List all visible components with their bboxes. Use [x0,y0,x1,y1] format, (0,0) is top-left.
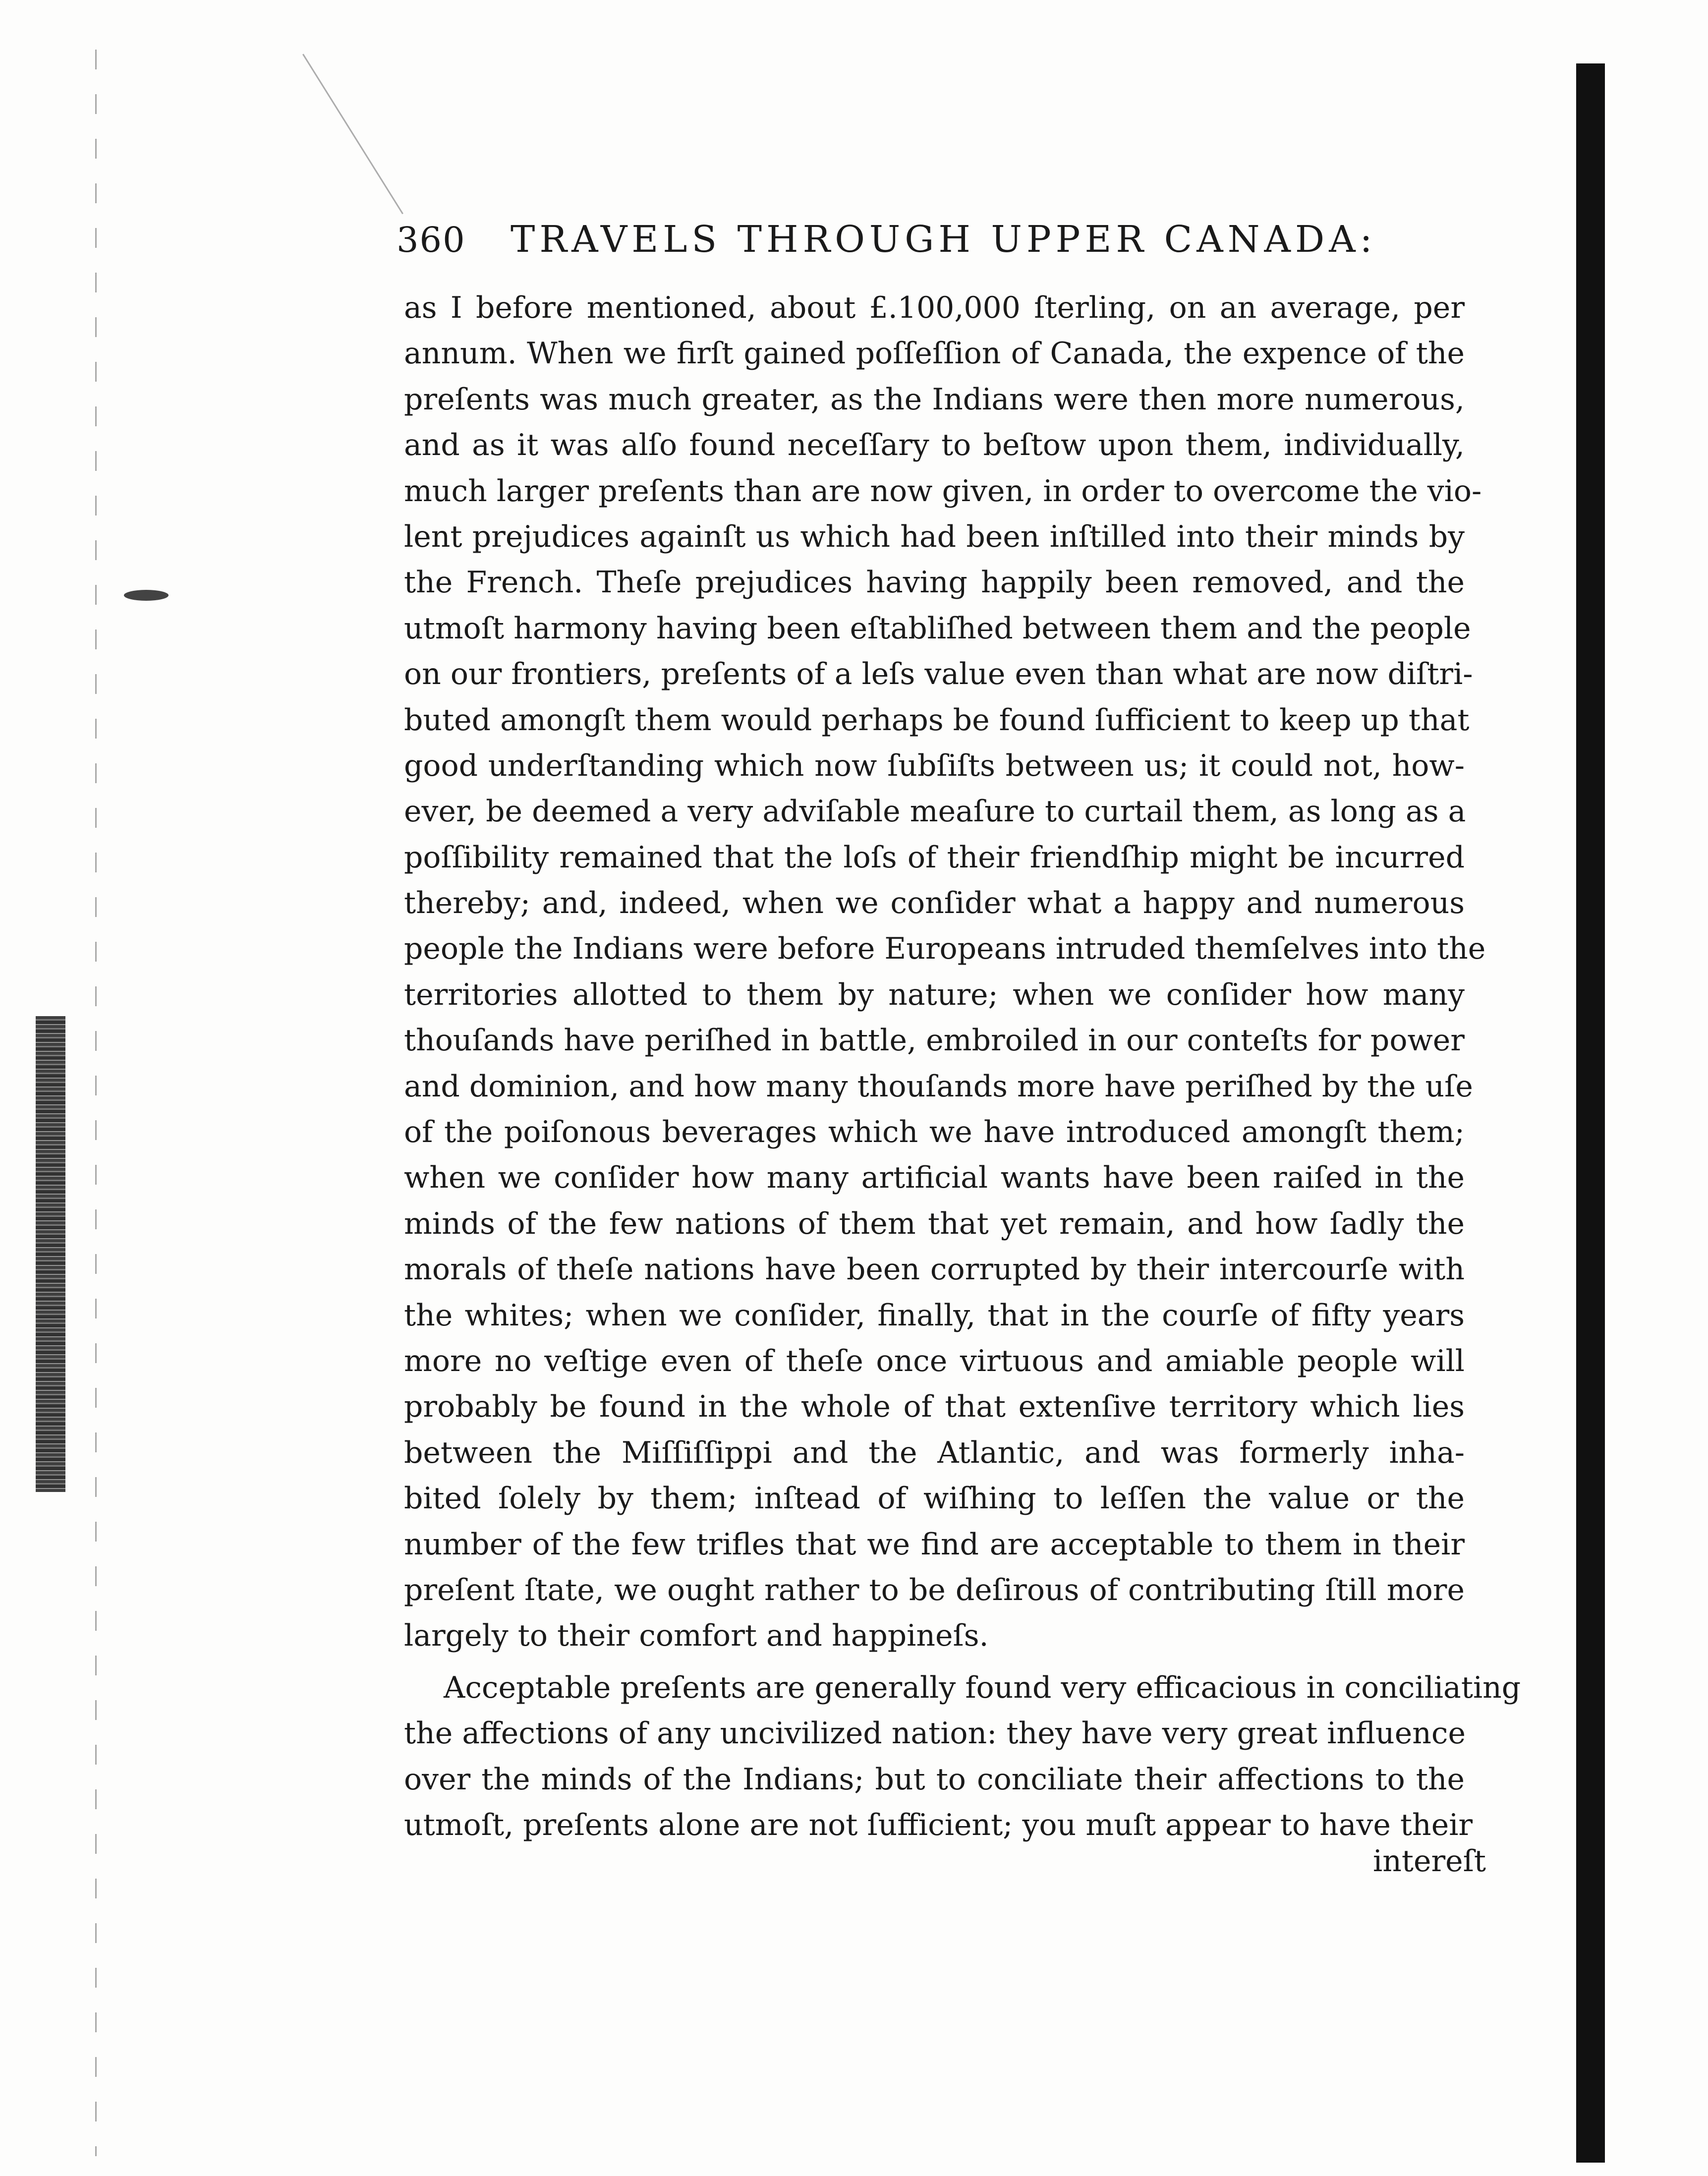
text-line: probably be found in the whole of that extenſive territory which lies [404,1389,1465,1425]
text-line: much larger preſents than are now given, in order to overcome the vio- [404,473,1482,509]
left-margin-line [95,50,97,2156]
text-line: territories allotted to them by nature; when we conſider how many [404,977,1465,1012]
paragraph [404,285,1486,1659]
text-line: number of the few trifles that we find are acceptable to them in their [404,1527,1465,1562]
text-line: preſent ſtate, we ought rather to be deſirous of contributing ſtill more [404,1572,1465,1607]
text-line: of the poiſonous beverages which we have introduced amongſt them; [404,1115,1465,1150]
text-line: the whites; when we conſider, finally, that in the courſe of fifty years [404,1298,1465,1333]
text-line: preſents was much greater, as the Indians were then more numerous, [404,382,1465,417]
text-line: minds of the few nations of them that yet remain, and how ſadly the [404,1206,1465,1241]
text-line: on our frontiers, preſents of a leſs value even than what are now diſtri- [404,657,1473,692]
text-line: Acceptable preſents are generally found very efficacious in conciliating [444,1670,1521,1705]
text-line: thereby; and, indeed, when we conſider what a happy and numerous [404,886,1465,921]
stray-pen-mark [302,54,403,214]
text-line: and as it was alſo found neceſſary to beſtow upon them, individually, [404,428,1465,463]
text-line: lent prejudices againſt us which had been inſtilled into their minds by [404,519,1465,554]
text-line: good underſtanding which now ſubſiſts between us; it could not, how- [404,748,1465,783]
text-line: the affections of any uncivilized nation: they have very great influence [404,1716,1466,1751]
text-line: utmoſt harmony having been eſtabliſhed between them and the people [404,611,1471,646]
text-line: when we conſider how many artificial wants have been raiſed in the [404,1160,1465,1196]
page-number: 360 [397,220,466,260]
running-title: TRAVELS THROUGH UPPER CANADA: [511,218,1377,261]
paragraph-gap [404,1659,1465,1665]
text-line: buted amongſt them would perhaps be found ſufficient to keep up that [404,702,1470,738]
text-line: between the Miſſiſſippi and the Atlantic, and was formerly inha- [404,1435,1465,1470]
text-line: the French. Theſe prejudices having happily been removed, and the [404,565,1465,600]
left-edge-scan-artifact [36,1016,65,1492]
text-line: morals of theſe nations have been corrupted by their intercourſe with [404,1252,1465,1287]
text-line: people the Indians were before Europeans intruded themſelves into the [404,931,1486,967]
running-head [397,218,1462,273]
text-line: largely to their comfort and happineſs. [404,1618,989,1654]
text-line: utmoſt, preſents alone are not ſufficient; you muſt appear to have their [404,1807,1473,1842]
paragraph [404,1665,1521,1848]
text-line: poſſibility remained that the loſs of their friendſhip might be incurred [404,840,1465,875]
text-line: bited ſolely by them; inſtead of wiſhing to leſſen the value or the [404,1481,1465,1516]
text-line: over the minds of the Indians; but to conciliate their affections to the [404,1762,1465,1797]
text-line: as I before mentioned, about £.100,000 ſterling, on an average, per [404,290,1465,325]
body-text [404,285,1521,1848]
text-line: ever, be deemed a very adviſable meaſure to curtail them, as long as a [404,794,1466,829]
binding-shadow [1576,63,1605,2163]
catchword: intereſt [1373,1844,1486,1879]
text-line: and dominion, and how many thouſands more have periſhed by the uſe [404,1069,1473,1104]
text-line: thouſands have periſhed in battle, embroiled in our conteſts for power [404,1023,1465,1058]
text-line: more no veſtige even of theſe once virtuous and amiable people will [404,1343,1465,1378]
ink-blot [124,590,169,601]
text-line: annum. When we firſt gained poſſeſſion of Canada, the expence of the [404,336,1465,371]
